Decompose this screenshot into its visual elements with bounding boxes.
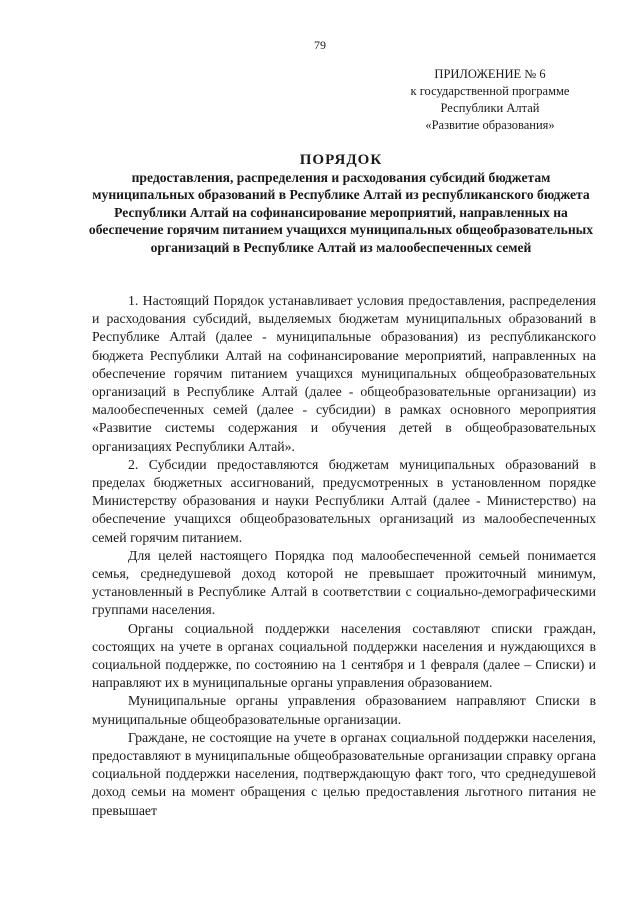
- appendix-region: Республики Алтай: [440, 101, 540, 115]
- appendix-header: [390, 66, 590, 134]
- document-subtitle: предоставления, распределения и расходования субсидий бюджетам муниципальных образований в Республике Алтай из республиканского бюджета Республики Алтай на софинансирование мероприятий, направленных на обеспечение горячим питанием учащихся муниципальных общеобразовательных организаций в Республике Алтай из малообеспеченных семей: [88, 170, 594, 255]
- appendix-program-name: «Развитие образования»: [425, 118, 555, 132]
- paragraph-1: 1. Настоящий Порядок устанавливает условия предоставления, распределения и расходования субсидий, выделяемых бюджетам муниципальных образований в Республике Алтай (далее - муниципальные образования) из республиканского бюджета Республики Алтай на софинансирование мероприятий, направленных на обеспечение горячим питанием учащихся муниципальных общеобразовательных организаций в Республике Алтай (далее - общеобразовательные организации) из малообеспеченных семей (далее - субсидии) в рамках основного мероприятия «Развитие системы содержания и обучения детей в общеобразовательных организациях Республики Алтай».: [92, 293, 596, 454]
- paragraph-6: Граждане, не состоящие на учете в органах социальной поддержки населения, предоставляют в муниципальные общеобразовательные организации справку органа социальной поддержки населения, подтверждающую факт того, что среднедушевой доход семьи на момент обращения с целью предоставления льготного питания не превышает: [92, 729, 596, 818]
- appendix-program: к государственной программе: [410, 84, 570, 98]
- appendix-label: ПРИЛОЖЕНИЕ № 6: [434, 67, 546, 81]
- document-title: ПОРЯДОК: [299, 152, 383, 168]
- document-title-block: [86, 151, 596, 256]
- paragraph-3: Для целей настоящего Порядка под малообеспеченной семьей понимается семья, среднедушевой доход которой не превышает прожиточный минимум, установленный в Республике Алтай в соответствии с социально-демографическими группами населения.: [92, 547, 596, 618]
- paragraph-2: 2. Субсидии предоставляются бюджетам муниципальных образований в пределах бюджетных ассигнований, предусмотренных в установленном порядке Министерству образования и науки Республики Алтай (далее - Министерство) на обеспечение учащихся общеобразовательных организаций из малообеспеченных семей горячим питанием.: [92, 456, 596, 545]
- paragraph-4: Органы социальной поддержки населения составляют списки граждан, состоящих на учете в органах социальной поддержки населения и нуждающихся в социальной поддержке, по состоянию на 1 сентября и 1 февраля (далее – Списки) и направляют их в муниципальные органы управления образованием.: [92, 620, 596, 691]
- paragraph-5: Муниципальные органы управления образованием направляют Списки в муниципальные общеобразовательные организации.: [92, 693, 596, 727]
- document-body: [92, 292, 596, 820]
- page-number: 79: [314, 38, 326, 52]
